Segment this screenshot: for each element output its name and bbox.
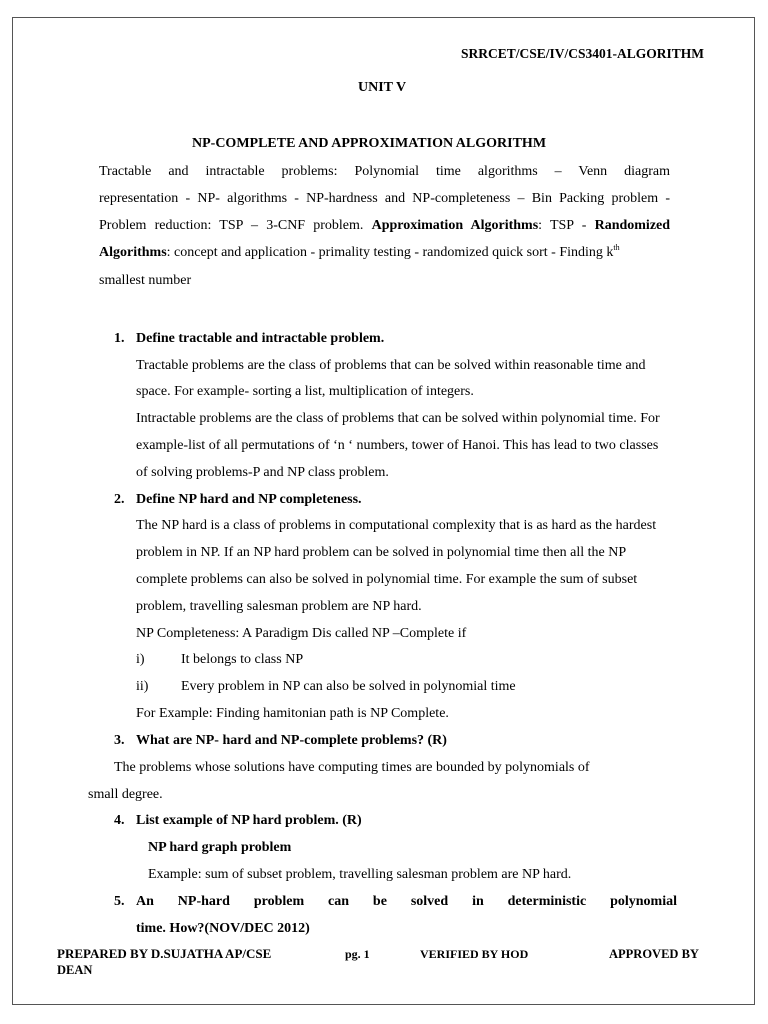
syllabus-bold: Algorithms bbox=[99, 245, 167, 260]
question-number: 5. bbox=[114, 894, 125, 909]
footer-verified-by: VERIFIED BY HOD bbox=[420, 947, 529, 961]
syllabus-line: representation - NP- algorithms - NP-hardness and NP-completeness – Bin Packing problem - bbox=[99, 191, 670, 206]
syllabus-text: : concept and application - primality testing - randomized quick sort - Finding k bbox=[166, 245, 614, 260]
question-number: 1. bbox=[114, 331, 125, 346]
subheading: NP hard graph problem bbox=[148, 840, 292, 855]
answer-line: small degree. bbox=[88, 787, 163, 802]
list-item: Every problem in NP can also be solved in polynomial time bbox=[181, 679, 516, 694]
answer-line: problem, travelling salesman problem are NP hard. bbox=[136, 599, 422, 614]
question-title: An NP-hard problem can be solved in deterministic polynomial bbox=[136, 894, 677, 909]
footer-approved-by: APPROVED BY bbox=[609, 947, 699, 961]
syllabus-line bbox=[99, 218, 670, 234]
syllabus-line: Tractable and intractable problems: Polynomial time algorithms – Venn diagram bbox=[99, 164, 670, 179]
answer-line: example-list of all permutations of ‘n ‘ numbers, tower of Hanoi. This has lead to two classes bbox=[136, 438, 659, 453]
syllabus-bold: Randomized bbox=[594, 218, 671, 233]
document-code: SRRCET/CSE/IV/CS3401-ALGORITHM bbox=[461, 46, 705, 61]
section-title: NP-COMPLETE AND APPROXIMATION ALGORITHM bbox=[192, 136, 547, 151]
syllabus-bold: Approximation Algorithms bbox=[371, 218, 539, 233]
question-title: What are NP- hard and NP-complete problems? (R) bbox=[136, 733, 447, 748]
answer-line: NP Completeness: A Paradigm Dis called NP –Complete if bbox=[136, 626, 467, 641]
syllabus-line bbox=[99, 245, 620, 261]
answer-line: Example: sum of subset problem, travelling salesman problem are NP hard. bbox=[148, 867, 572, 882]
question-number: 3. bbox=[114, 733, 125, 748]
list-marker: i) bbox=[136, 652, 145, 667]
answer-line: Tractable problems are the class of problems that can be solved within reasonable time and bbox=[136, 358, 646, 373]
answer-line: space. For example- sorting a list, multiplication of integers. bbox=[136, 384, 474, 399]
answer-line: problem in NP. If an NP hard problem can be solved in polynomial time then all the NP bbox=[136, 545, 627, 560]
footer-prepared-by: PREPARED BY D.SUJATHA AP/CSE bbox=[57, 946, 272, 961]
footer-page-number: pg. 1 bbox=[345, 947, 370, 961]
answer-line: Intractable problems are the class of problems that can be solved within polynomial time. For bbox=[136, 411, 660, 426]
answer-line: For Example: Finding hamitonian path is NP Complete. bbox=[136, 706, 449, 721]
superscript: th bbox=[613, 243, 620, 252]
question-number: 2. bbox=[114, 492, 125, 507]
question-title: List example of NP hard problem. (R) bbox=[136, 813, 362, 828]
answer-line: The NP hard is a class of problems in computational complexity that is as hard as the hardest bbox=[136, 518, 657, 533]
question-number: 4. bbox=[114, 813, 125, 828]
syllabus-text: : TSP - bbox=[538, 218, 587, 233]
list-marker: ii) bbox=[136, 679, 149, 694]
answer-line: of solving problems-P and NP class problem. bbox=[136, 465, 389, 480]
question-title: Define NP hard and NP completeness. bbox=[136, 492, 362, 507]
syllabus-text: Problem reduction: TSP – 3-CNF problem. bbox=[99, 218, 364, 233]
question-title: time. How?(NOV/DEC 2012) bbox=[136, 921, 310, 936]
question-title: Define tractable and intractable problem. bbox=[136, 331, 385, 346]
footer-dean: DEAN bbox=[57, 963, 93, 977]
unit-heading: UNIT V bbox=[358, 80, 407, 95]
answer-line: The problems whose solutions have computing times are bounded by polynomials of bbox=[114, 760, 590, 775]
list-item: It belongs to class NP bbox=[181, 652, 304, 667]
answer-line: complete problems can also be solved in polynomial time. For example the sum of subset bbox=[136, 572, 638, 587]
syllabus-line: smallest number bbox=[99, 273, 192, 288]
